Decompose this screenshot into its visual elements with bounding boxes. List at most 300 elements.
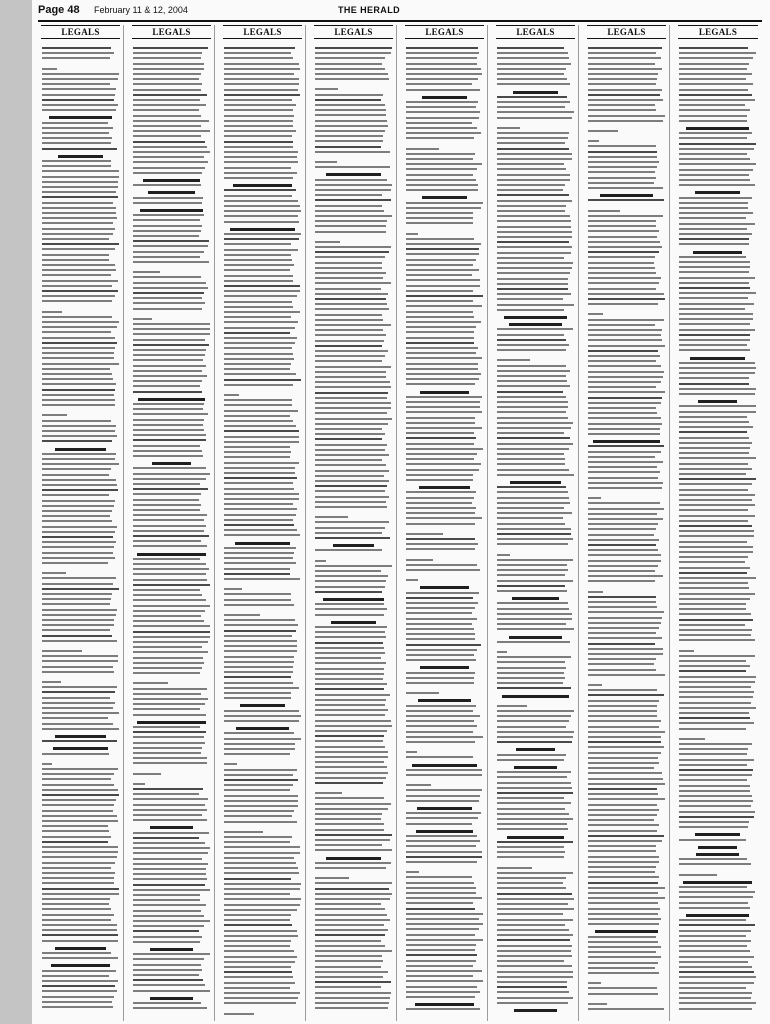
notice-text-line xyxy=(315,272,386,274)
notice-text-line xyxy=(315,63,382,65)
notice-text-line xyxy=(406,949,475,951)
notice-text-line xyxy=(497,349,566,351)
notice-text-line xyxy=(406,908,475,910)
notice-text-line xyxy=(315,68,385,70)
notice-text-line xyxy=(224,784,293,786)
notice-text-line xyxy=(588,720,661,722)
notice-text-line xyxy=(679,132,752,134)
notice-text-line xyxy=(315,960,383,962)
notice-text-line xyxy=(406,153,475,155)
notice-text-line xyxy=(133,837,199,839)
notice-text-line xyxy=(42,68,57,70)
notice-text-line xyxy=(224,805,298,807)
notice-text-line xyxy=(42,207,116,209)
notice-text-line xyxy=(406,902,473,904)
notice-text-line xyxy=(679,153,747,155)
notice-text-line xyxy=(588,705,657,707)
notice-text-line xyxy=(315,782,383,784)
notice-text-line xyxy=(406,217,473,219)
notice-text-line xyxy=(42,326,117,328)
notice-text-line xyxy=(42,810,113,812)
notice-text-line xyxy=(315,849,392,851)
notice-text-line xyxy=(406,789,482,791)
notice-text-line xyxy=(315,683,387,685)
notice-text-line xyxy=(588,461,663,463)
notice-text-line xyxy=(315,381,390,383)
notice-text-line xyxy=(315,549,382,551)
notice-text-line xyxy=(497,782,571,784)
notice-text-line xyxy=(42,541,116,543)
notice-text-line xyxy=(679,52,756,54)
notice-text-line xyxy=(406,52,479,54)
notice-text-line xyxy=(224,624,298,626)
notice-text-line xyxy=(42,872,115,874)
notice-text-line xyxy=(224,399,292,401)
notice-text-line xyxy=(42,515,110,517)
notice-heading-line xyxy=(55,947,106,950)
notice-text-line xyxy=(42,47,111,49)
notice-text-line xyxy=(42,773,114,775)
notice-text-line xyxy=(679,805,751,807)
notice-text-line xyxy=(315,940,381,942)
notice-text-line xyxy=(224,588,242,590)
notice-text-line xyxy=(133,514,207,516)
notice-text-line xyxy=(588,99,663,101)
notice-text-line xyxy=(679,686,751,688)
notice-text-line xyxy=(133,235,199,237)
notice-text-line xyxy=(42,233,113,235)
notice-text-line xyxy=(588,528,656,530)
notice-text-line xyxy=(497,590,567,592)
notice-text-line xyxy=(315,532,382,534)
notice-text-line xyxy=(406,812,481,814)
notice-text-line xyxy=(588,611,664,613)
notice-text-line xyxy=(588,339,662,341)
notice-text-line xyxy=(133,455,203,457)
notice-text-line xyxy=(42,463,119,465)
notice-text-line xyxy=(588,700,659,702)
notice-heading-line xyxy=(690,357,746,360)
notice-text-line xyxy=(497,797,564,799)
notice-text-line xyxy=(406,633,475,635)
notice-text-line xyxy=(42,908,111,910)
notice-text-line xyxy=(42,489,118,491)
notice-text-line xyxy=(224,656,294,658)
notice-text-line xyxy=(133,467,206,469)
notice-text-line xyxy=(42,202,113,204)
notice-text-line xyxy=(224,619,295,621)
notice-text-line xyxy=(588,897,665,899)
notice-text-line xyxy=(133,1002,201,1004)
notice-text-line xyxy=(406,368,478,370)
notice-text-line xyxy=(497,375,566,377)
notice-text-line xyxy=(224,987,290,989)
notice-text-line xyxy=(315,329,383,331)
notice-text-line xyxy=(679,966,752,968)
notice-text-line xyxy=(224,63,299,65)
notice-text-line xyxy=(679,179,750,181)
notice-text-line xyxy=(588,887,665,889)
notice-text-line xyxy=(588,482,663,484)
notice-text-line xyxy=(315,730,387,732)
notice-text-line xyxy=(679,515,755,517)
notice-text-line xyxy=(497,174,570,176)
notice-text-line xyxy=(588,637,662,639)
notice-text-line xyxy=(497,220,571,222)
notice-text-line xyxy=(133,599,206,601)
notice-text-line xyxy=(224,971,292,973)
notice-text-line xyxy=(315,662,386,664)
notice-text-line xyxy=(406,163,482,165)
notice-text-line xyxy=(497,997,573,999)
notice-heading-line xyxy=(152,462,190,465)
notice-text-line xyxy=(224,524,294,526)
notice-text-line xyxy=(588,534,654,536)
notice-text-line xyxy=(133,429,204,431)
notice-text-line xyxy=(133,1007,207,1009)
notice-text-line xyxy=(679,323,750,325)
notice-text-line xyxy=(406,751,417,753)
notice-text-line xyxy=(497,877,566,879)
notice-text-line xyxy=(42,248,115,250)
notice-text-line xyxy=(679,120,747,122)
notice-heading-line xyxy=(412,764,476,767)
notice-heading-line xyxy=(417,807,472,810)
notice-text-line xyxy=(315,636,386,638)
notice-text-line xyxy=(224,557,293,559)
notice-text-line xyxy=(133,125,201,127)
notice-text-line xyxy=(315,647,384,649)
notice-text-line xyxy=(588,267,655,269)
notice-text-line xyxy=(42,856,117,858)
notice-text-line xyxy=(42,285,112,287)
notice-text-line xyxy=(588,627,659,629)
notice-text-line xyxy=(42,888,119,890)
notice-text-line xyxy=(588,902,658,904)
notice-text-line xyxy=(315,293,388,295)
notice-text-line xyxy=(133,63,204,65)
notice-text-line xyxy=(315,340,384,342)
notice-text-line xyxy=(224,909,297,911)
notice-text-line xyxy=(224,795,298,797)
notice-text-line xyxy=(315,813,382,815)
notice-text-line xyxy=(679,238,749,240)
notice-text-line xyxy=(588,956,661,958)
notice-text-line xyxy=(315,449,385,451)
notice-text-line xyxy=(42,212,116,214)
notice-text-line xyxy=(497,818,573,820)
notice-text-line xyxy=(406,939,483,941)
notice-text-line xyxy=(224,446,290,448)
notice-text-line xyxy=(406,57,477,59)
notice-text-line xyxy=(679,431,747,433)
notice-text-line xyxy=(224,1013,254,1015)
notice-text-line xyxy=(497,608,569,610)
notice-text-line xyxy=(224,748,295,750)
notice-text-line xyxy=(42,546,114,548)
notice-text-line xyxy=(42,127,113,129)
notice-text-line xyxy=(315,94,383,96)
notice-text-line xyxy=(679,303,754,305)
notice-text-line xyxy=(406,342,474,344)
notice-text-line xyxy=(679,774,752,776)
notice-text-line xyxy=(224,635,292,637)
notice-text-line xyxy=(588,115,665,117)
notice-text-line xyxy=(406,543,478,545)
notice-text-line xyxy=(679,769,753,771)
notice-text-line xyxy=(588,518,663,520)
notice-text-line xyxy=(133,120,209,122)
notice-text-line xyxy=(315,475,384,477)
notice-text-line xyxy=(406,725,477,727)
notice-text-line xyxy=(406,644,481,646)
notice-text-line xyxy=(406,871,419,873)
notice-text-line xyxy=(588,94,660,96)
notice-text-line xyxy=(224,604,294,606)
notice-text-line xyxy=(588,319,664,321)
notice-text-line xyxy=(406,736,483,738)
notice-text-line xyxy=(497,236,572,238)
notice-text-line xyxy=(133,936,202,938)
notice-heading-line xyxy=(140,209,204,212)
notice-text-line xyxy=(497,370,570,372)
notice-text-line xyxy=(133,302,205,304)
notice-text-line xyxy=(133,261,209,263)
notice-text-line xyxy=(497,986,567,988)
notice-text-line xyxy=(315,914,387,916)
notice-text-line xyxy=(133,651,208,653)
notice-text-line xyxy=(588,513,657,515)
notice-text-line xyxy=(679,426,753,428)
notice-text-line xyxy=(497,787,572,789)
notice-text-line xyxy=(497,184,565,186)
notice-text-line xyxy=(406,285,480,287)
notice-text-line xyxy=(42,300,112,302)
notice-text-line xyxy=(315,135,383,137)
notice-text-line xyxy=(406,892,476,894)
notice-text-line xyxy=(315,673,384,675)
notice-text-line xyxy=(406,238,474,240)
notice-text-line xyxy=(588,565,658,567)
notice-text-line xyxy=(133,344,209,346)
notice-text-line xyxy=(497,189,563,191)
notice-text-line xyxy=(679,94,752,96)
notice-text-line xyxy=(42,435,117,437)
notice-text-line xyxy=(315,919,390,921)
notice-text-line xyxy=(588,466,657,468)
notice-text-line xyxy=(133,852,208,854)
notice-heading-line xyxy=(331,621,376,624)
notice-text-line xyxy=(133,109,199,111)
notice-text-line xyxy=(315,934,385,936)
notice-text-line xyxy=(42,186,118,188)
notice-text-line xyxy=(42,577,116,579)
notice-text-line xyxy=(406,321,481,323)
notice-text-line xyxy=(588,746,664,748)
notice-text-line xyxy=(315,392,388,394)
notice-text-line xyxy=(42,593,112,595)
notice-text-line xyxy=(497,528,571,530)
notice-text-line xyxy=(133,391,202,393)
notice-text-line xyxy=(679,447,750,449)
notice-text-line xyxy=(679,261,750,263)
notice-text-line xyxy=(588,544,656,546)
notice-text-line xyxy=(133,969,202,971)
notice-text-line xyxy=(588,57,661,59)
notice-text-line xyxy=(42,342,117,344)
notice-text-line xyxy=(42,815,117,817)
column-notice-text xyxy=(406,45,483,1015)
notice-text-line xyxy=(224,316,291,318)
notice-text-line xyxy=(224,753,290,755)
notice-text-line xyxy=(406,913,483,915)
notice-text-line xyxy=(224,789,290,791)
notice-text-line xyxy=(497,564,567,566)
notice-heading-line xyxy=(514,1009,557,1012)
notice-text-line xyxy=(133,636,210,638)
notice-text-line xyxy=(315,397,387,399)
notice-text-line xyxy=(224,269,290,271)
notice-text-line xyxy=(224,347,292,349)
notice-text-line xyxy=(497,210,565,212)
notice-text-line xyxy=(133,525,206,527)
notice-text-line xyxy=(42,347,115,349)
notice-text-line xyxy=(315,231,386,233)
notice-text-line xyxy=(224,172,297,174)
notice-text-line xyxy=(679,349,750,351)
notice-text-line xyxy=(406,607,475,609)
notice-text-line xyxy=(406,378,479,380)
notice-text-line xyxy=(42,137,112,139)
notice-heading-line xyxy=(55,735,106,738)
notice-text-line xyxy=(224,904,300,906)
notice-heading-line xyxy=(148,191,194,194)
notice-text-line xyxy=(406,1008,480,1010)
notice-text-line xyxy=(42,176,119,178)
notice-text-line xyxy=(42,331,111,333)
notice-text-line xyxy=(315,386,391,388)
notice-text-line xyxy=(315,694,390,696)
notice-text-line xyxy=(133,832,209,834)
notice-text-line xyxy=(406,357,482,359)
notice-text-line xyxy=(588,182,654,184)
notice-text-line xyxy=(315,844,382,846)
notice-text-line xyxy=(679,473,746,475)
notice-text-line xyxy=(315,166,390,168)
notice-text-line xyxy=(406,507,476,509)
notice-text-line xyxy=(315,146,381,148)
notice-text-line xyxy=(588,256,655,258)
notice-text-line xyxy=(406,559,433,561)
notice-text-line xyxy=(133,747,202,749)
notice-text-line xyxy=(497,872,573,874)
notice-text-line xyxy=(588,360,656,362)
notice-text-line xyxy=(224,451,291,453)
notice-text-line xyxy=(497,667,566,669)
notice-text-line xyxy=(133,349,206,351)
notice-text-line xyxy=(224,630,296,632)
legal-column xyxy=(220,25,306,1021)
notice-text-line xyxy=(42,94,115,96)
notice-text-line xyxy=(406,512,475,514)
notice-text-line xyxy=(588,156,657,158)
notice-text-line xyxy=(406,73,482,75)
notice-text-line xyxy=(406,233,418,235)
column-notice-text xyxy=(588,45,665,1015)
notice-text-line xyxy=(42,536,113,538)
notice-text-line xyxy=(224,687,299,689)
notice-text-line xyxy=(315,657,381,659)
notice-heading-line xyxy=(422,96,466,99)
notice-text-line xyxy=(679,489,748,491)
notice-text-line xyxy=(133,135,201,137)
notice-text-line xyxy=(42,660,118,662)
notice-text-line xyxy=(406,523,475,525)
notice-text-line xyxy=(42,1001,112,1003)
notice-text-line xyxy=(224,68,300,70)
notice-text-line xyxy=(497,677,565,679)
notice-text-line xyxy=(133,819,207,821)
notice-text-line xyxy=(42,474,109,476)
notice-text-line xyxy=(406,269,479,271)
notice-text-line xyxy=(42,624,114,626)
notice-text-line xyxy=(224,379,301,381)
notice-text-line xyxy=(42,609,117,611)
notice-text-line xyxy=(224,467,295,469)
notice-text-line xyxy=(133,579,207,581)
notice-text-line xyxy=(497,117,572,119)
notice-text-line xyxy=(588,876,659,878)
notice-text-line xyxy=(315,282,391,284)
notice-text-line xyxy=(406,944,476,946)
notice-text-line xyxy=(133,894,200,896)
notice-text-line xyxy=(224,259,292,261)
notice-text-line xyxy=(315,88,338,90)
notice-heading-line xyxy=(233,184,291,187)
notice-text-line xyxy=(497,903,568,905)
notice-text-line xyxy=(406,823,472,825)
notice-text-line xyxy=(224,280,293,282)
notice-text-line xyxy=(406,305,482,307)
notice-text-line xyxy=(224,774,293,776)
notice-text-line xyxy=(406,918,479,920)
notice-text-line xyxy=(315,792,342,794)
notice-text-line xyxy=(588,694,664,696)
notice-text-line xyxy=(224,420,293,422)
notice-text-line xyxy=(588,73,658,75)
notice-text-line xyxy=(679,68,747,70)
notice-text-line xyxy=(224,841,290,843)
notice-text-line xyxy=(42,980,118,982)
notice-text-line xyxy=(133,793,199,795)
notice-text-line xyxy=(133,256,200,258)
notice-text-line xyxy=(133,878,207,880)
notice-text-line xyxy=(497,334,564,336)
notice-heading-line xyxy=(698,846,736,849)
notice-text-line xyxy=(224,321,298,323)
notice-text-line xyxy=(315,950,392,952)
notice-text-line xyxy=(679,233,752,235)
notice-text-line xyxy=(588,632,656,634)
notice-text-line xyxy=(588,423,662,425)
notice-text-line xyxy=(42,109,116,111)
notice-text-line xyxy=(42,160,111,162)
notice-text-line xyxy=(679,329,755,331)
notice-text-line xyxy=(588,710,657,712)
notice-heading-line xyxy=(236,727,288,730)
notice-heading-line xyxy=(323,598,385,601)
notice-text-line xyxy=(133,73,201,75)
